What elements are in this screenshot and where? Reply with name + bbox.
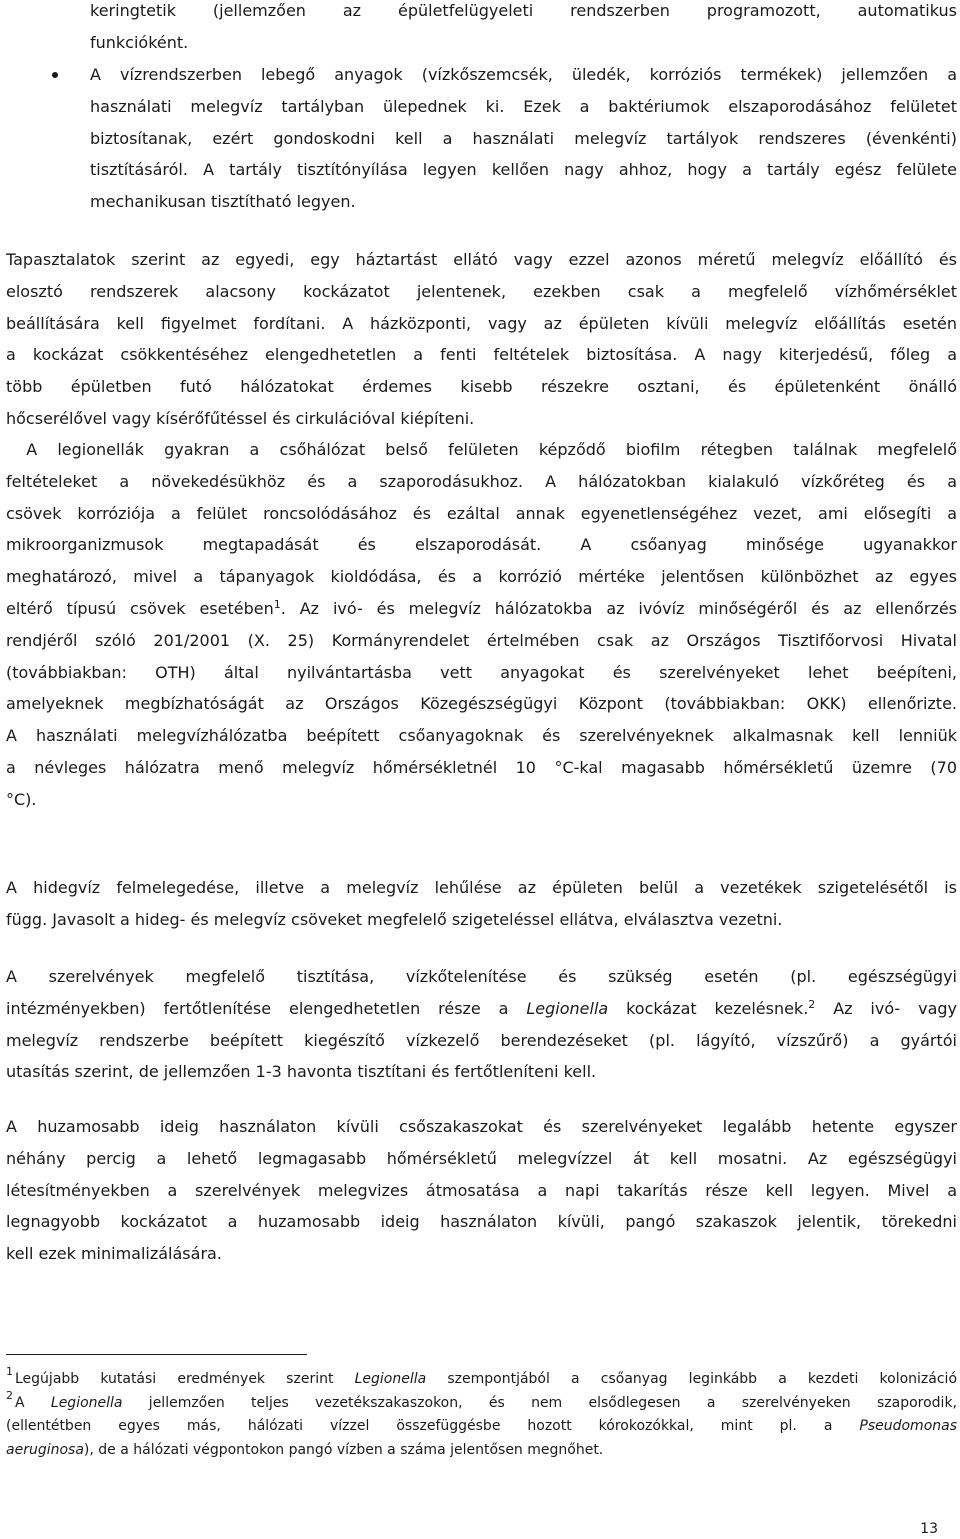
text-line: A hidegvíz felmelegedése, illetve a melegvíz lehűlése az épületen belül a vezetékek szigetelésétől is <box>6 878 957 897</box>
text-line: hőcserélővel vagy kísérőfűtéssel és cirkulációval kiépíteni. <box>6 408 475 428</box>
text-line: beállítására kell figyelmet fordítani. A házközponti, vagy az épületen kívüli melegvíz előállítás esetén <box>6 313 957 333</box>
text-line: melegvíz rendszerbe beépített kiegészítő vízkezelő berendezéseket (pl. lágyító, vízszűrő) a gyártói <box>6 1030 957 1050</box>
text-run: A <box>15 1394 51 1411</box>
text-line: A szerelvények megfelelő tisztítása, vízkőtelenítése és szükség esetén (pl. egészségügyi <box>6 967 957 986</box>
text-line: függ. Javasolt a hideg- és melegvíz csöveket megfelelő szigeteléssel ellátva, elválasztva vezetni. <box>6 909 783 929</box>
footnotes <box>6 1365 958 1462</box>
bullet-icon <box>52 72 58 78</box>
paragraph <box>6 872 957 936</box>
text-line: használati melegvíz tartályban ülepednek ki. Ezek a baktériumok elszaporodásához felületet <box>90 96 957 116</box>
footnote-divider <box>6 1354 307 1355</box>
footnote-2 <box>6 1388 957 1416</box>
text-run: Legújabb kutatási eredmények szerint <box>15 1371 355 1387</box>
text-line: csövek korróziója a felület roncsolódásához és ezáltal annak egyenetlenségéhez vezet, ami elősegíti a <box>6 503 957 523</box>
footnote-number: 2 <box>6 1388 13 1402</box>
footnote-ref[interactable]: 1 <box>273 597 281 611</box>
text-run: (ellentétben egyes más, hálózati vízzel összefüggésbe hozott kórokozókkal, mint pl. a <box>6 1418 860 1434</box>
text-line: mechanikusan tisztítható legyen. <box>90 192 356 212</box>
text-line: keringtetik (jellemzően az épületfelügyeleti rendszerben programozott, automatikus <box>90 1 957 20</box>
paragraph <box>6 244 957 435</box>
text-line <box>6 1439 957 1463</box>
paragraph <box>6 961 957 1088</box>
text-line: utasítás szerint, de jellemzően 1-3 havonta tisztítani és fertőtleníteni kell. <box>6 1062 597 1082</box>
text-run: intézményekben) fertőtlenítése elengedhetetlen része a <box>6 998 527 1018</box>
italic-term: Legionella <box>50 1394 123 1411</box>
bullet-item <box>90 59 957 218</box>
paragraph <box>6 1111 957 1270</box>
text-line: a kockázat csökkentéséhez elengedhetetlen a fenti feltételek biztosítása. A nagy kiterjedésű, főleg a <box>6 345 957 365</box>
text-line: kell ezek minimalizálására. <box>6 1244 222 1264</box>
text-run: eltérő típusú csövek esetében <box>6 598 274 618</box>
italic-term: aeruginosa <box>6 1441 84 1458</box>
text-line: feltételeket a növekedésükhöz és a szaporodásukhoz. A hálózatokban kialakuló vízkőréteg és a <box>6 471 957 491</box>
text-line: meghatározó, mivel a tápanyagok kioldódása, és a korrózió mértéke jelentősen különbözhet az egyes <box>6 567 957 587</box>
paragraph <box>6 434 957 816</box>
text-line: mikroorganizmusok megtapadását és elszaporodását. A csőanyag minősége ugyanakkor <box>6 535 957 555</box>
page-number: 13 <box>920 1521 938 1537</box>
text-line: amelyeknek megbízhatóságát az Országos Közegészségügyi Központ (továbbiakban: OKK) ellenőrizte. <box>6 694 957 714</box>
text-run: kockázat kezelésnek. <box>608 998 809 1018</box>
text-line: °C). <box>6 789 37 809</box>
text-line: A vízrendszerben lebegő anyagok (vízkőszemcsék, üledék, korróziós termékek) jellemzően a <box>90 65 957 84</box>
text-line <box>6 593 957 625</box>
text-line: A huzamosabb ideig használaton kívüli csőszakaszokat és szerelvényeket legalább hetente egyszer <box>6 1117 957 1136</box>
italic-term: Pseudomonas <box>859 1418 957 1434</box>
footnote-ref[interactable]: 2 <box>808 997 816 1011</box>
text-run: jellemzően teljes vezetékszakaszokon, és nem elsődlegesen a szerelvényeken szaporodik, <box>122 1394 957 1411</box>
footnote-1 <box>6 1365 958 1392</box>
text-line: legnagyobb kockázatot a huzamosabb ideig használaton kívüli, pangó szakaszok jelentik, törekedni <box>6 1212 957 1232</box>
text-run: . Az ivó- és melegvíz hálózatokba az ivóvíz minőségéről és az ellenőrzés <box>280 598 958 618</box>
text-line: a névleges hálózatra menő melegvíz hőmérsékletnél 10 °C-kal magasabb hőmérsékletű üzemre (70 <box>6 757 957 777</box>
text-line: létesítményekben a szerelvények melegvizes átmosatása a napi takarítás része kell legyen. Mivel a <box>6 1180 957 1200</box>
text-run: Az ivó- vagy <box>815 998 958 1018</box>
text-line: (továbbiakban: OTH) által nyilvántartásba vett anyagokat és szerelvényeket lehet beépíteni, <box>6 662 957 682</box>
text-line: funkcióként. <box>90 32 189 52</box>
text-run: ), de a hálózati végpontokon pangó vízben a száma jelentősen megnőhet. <box>83 1441 604 1458</box>
footnote-number: 1 <box>6 1365 13 1378</box>
text-line: tisztításáról. A tartály tisztítónyílása legyen kellően nagy ahhoz, hogy a tartály egész felülete <box>90 160 957 180</box>
text-line: néhány percig a lehető legmagasabb hőmérsékletű melegvízzel át kell mosatni. Az egészségügyi <box>6 1148 957 1168</box>
text-line: rendjéről szóló 201/2001 (X. 25) Kormányrendelet értelmében csak az Országos Tisztifőorvosi Hivatal <box>6 630 957 650</box>
text-line: A használati melegvízhálózatba beépített csőanyagoknak és szerelvényeknek alkalmasnak kell lenniük <box>6 726 957 746</box>
text-line: Tapasztalatok szerint az egyedi, egy háztartást ellátó vagy ezzel azonos méretű melegvíz előállító és <box>6 250 957 269</box>
text-line: biztosítanak, ezért gondoskodni kell a használati melegvíz tartályok rendszeres (évenkénti) <box>90 128 957 148</box>
italic-term: Legionella <box>354 1371 427 1387</box>
text-line <box>6 1415 957 1439</box>
text-line: elosztó rendszerek alacsony kockázatot jelentenek, ezekben csak a megfelelő vízhőmérséklet <box>6 281 957 301</box>
text-line: több épületben futó hálózatokat érdemes kisebb részekre osztani, és épületenként önálló <box>6 377 957 397</box>
bullet-continuation <box>90 0 957 59</box>
text-run: szempontjából a csőanyag leginkább a kezdeti kolonizáció <box>426 1371 958 1387</box>
italic-term: Legionella <box>526 998 609 1018</box>
text-line <box>6 993 957 1025</box>
text-line: A legionellák gyakran a csőhálózat belső felületen képződő biofilm rétegben találnak megfelelő <box>6 440 957 459</box>
